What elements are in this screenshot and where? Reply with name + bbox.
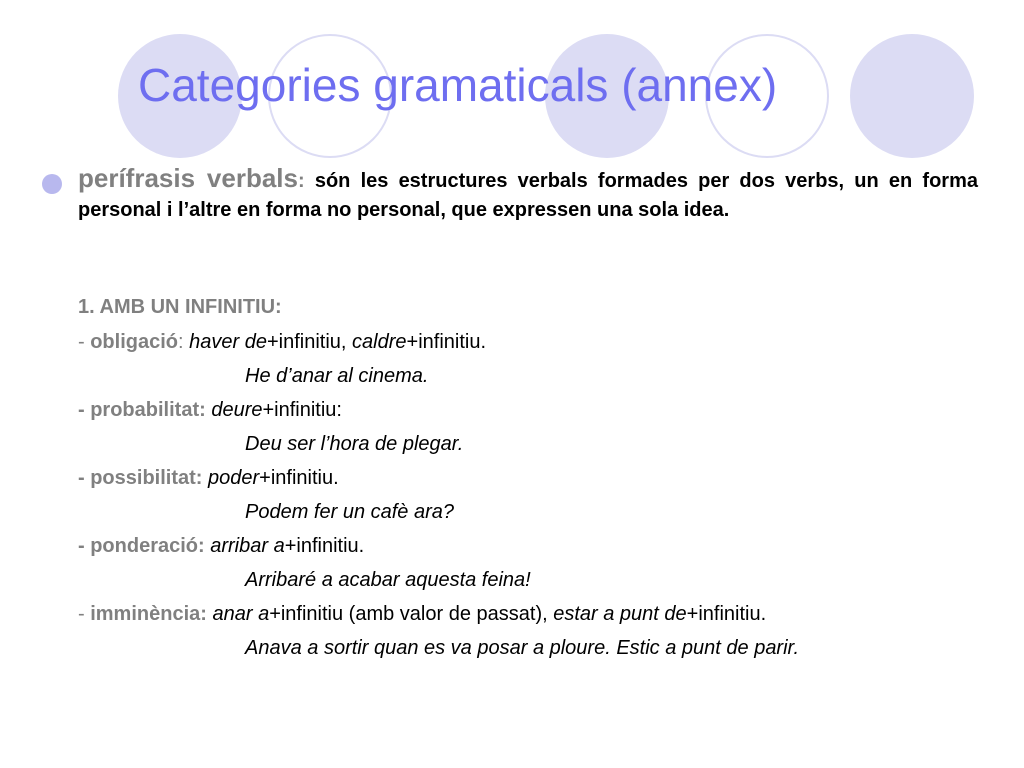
item-prefix: - <box>78 467 91 489</box>
item-separator: : <box>178 331 184 353</box>
item-example: He d’anar al cinema. <box>245 365 429 387</box>
item-label: possibilitat: <box>90 467 203 489</box>
item-label: imminència: <box>90 603 207 625</box>
item-example: Deu ser l’hora de plegar. <box>245 433 464 455</box>
item-label: ponderació: <box>90 535 205 557</box>
intro-colon: : <box>297 170 305 192</box>
intro-definition: són les estructures verbals formades per dos verbs, un en forma personal i l’altre en forma no personal, que expressen una sola idea. <box>78 170 978 221</box>
item-label: probabilitat: <box>90 399 206 421</box>
item-prefix: - <box>78 535 91 557</box>
item-form: poder <box>202 467 260 489</box>
item-form: arribar a <box>204 535 285 557</box>
item-form: haver de <box>183 331 267 353</box>
bullet-icon <box>42 174 62 194</box>
item-text: +infinitiu. <box>686 603 767 625</box>
item-text: +infinitiu. <box>284 535 365 557</box>
item-text: +infinitiu. <box>406 331 487 353</box>
section-heading: 1. AMB UN INFINITIU: <box>78 296 282 318</box>
item-prefix: - <box>78 331 91 353</box>
item-example: Podem fer un cafè ara? <box>245 501 455 523</box>
item-text: +infinitiu (amb valor de passat), <box>269 603 554 625</box>
item-text: +infinitiu, <box>266 331 353 353</box>
item-prefix: - <box>78 603 91 625</box>
slide-title: Categories gramaticals (annex) <box>138 59 778 111</box>
item-form: anar a <box>206 603 270 625</box>
intro-paragraph <box>78 164 978 225</box>
item-example: Arribaré a acabar aquesta feina! <box>245 569 531 591</box>
item-form: deure <box>205 399 263 421</box>
list-item-ponderacio <box>78 535 364 558</box>
list-item-obligacio <box>78 331 486 354</box>
item-label: obligació <box>90 331 179 353</box>
item-text: +infinitiu. <box>259 467 339 489</box>
list-item-probabilitat <box>78 399 342 422</box>
list-item-possibilitat <box>78 467 339 490</box>
item-text: +infinitiu: <box>262 399 342 421</box>
item-prefix: - <box>78 399 91 421</box>
decorative-circle <box>850 34 974 158</box>
intro-term: perífrasis verbals <box>78 163 298 193</box>
item-form: caldre <box>352 331 407 353</box>
item-form: estar a punt de <box>553 603 687 625</box>
list-item-imminencia <box>78 603 766 626</box>
item-example: Anava a sortir quan es va posar a ploure. Estic a punt de parir. <box>245 637 800 659</box>
